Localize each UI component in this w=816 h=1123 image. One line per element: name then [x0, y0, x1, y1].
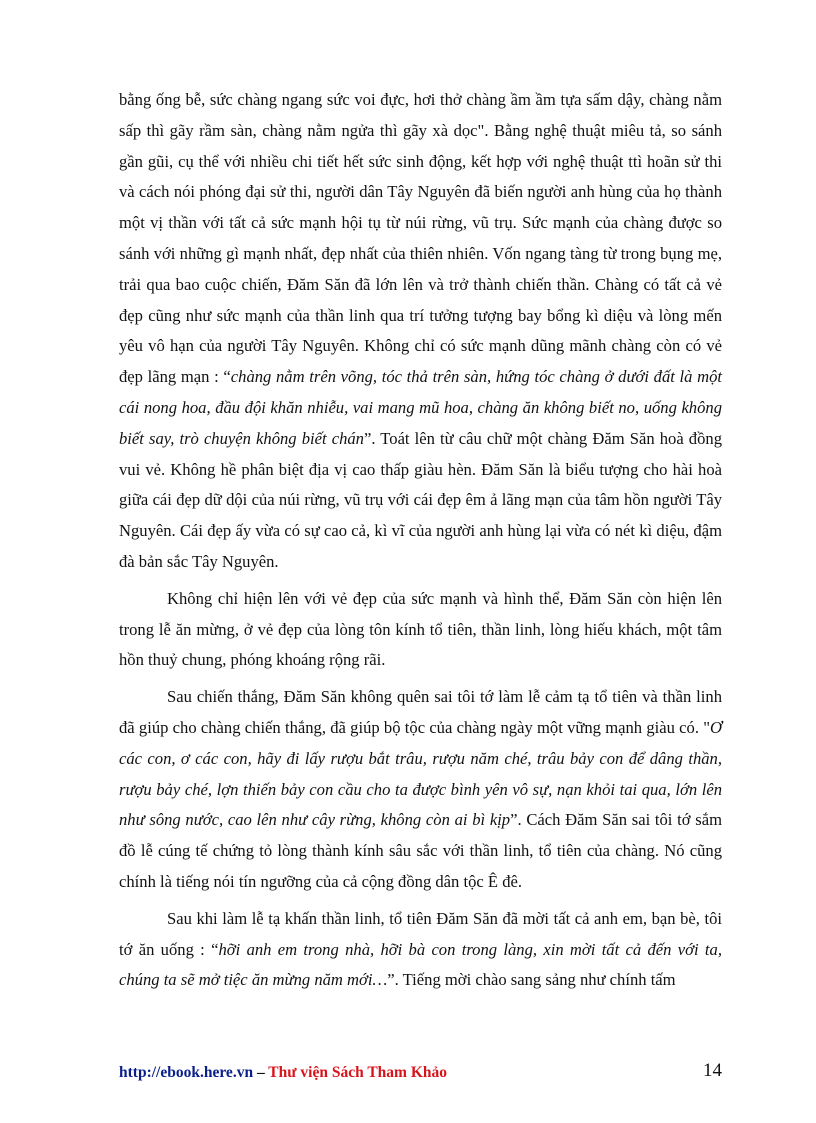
- footer-url-link[interactable]: http://ebook.here.vn: [119, 1064, 254, 1081]
- paragraph-1-run-1: bằng ống bễ, sức chàng ngang sức voi đực, hơi thở chàng ầm ầm tựa sấm dậy, chàng nằm sấp thì gãy rầm sàn, chàng nằm ngửa thì gãy xà dọc". Bằng nghệ thuật miêu tả, so sánh gần gũi, cụ thể với nhiều chi tiết hết sức sinh động, kết hợp với nghệ thuật ttì hoãn sử thi và cách nói phóng đại sử thi, người dân Tây Nguyên đã biến người anh hùng của họ thành một vị thần với tất cả sức mạnh hội tụ từ núi rừng, vũ trụ. Sức mạnh của chàng được so sánh với những gì mạnh nhất, đẹp nhất của thiên nhiên. Vốn ngang tàng từ trong bụng mẹ, trải qua bao cuộc chiến, Đăm Săn đã lớn lên và trở thành chiến thần. Chàng có tất cả vẻ đẹp cũng như sức mạnh của thần linh qua trí tưởng tượng bay bổng kì diệu và lòng mến yêu vô hạn của người Tây Nguyên. Không chỉ có sức mạnh dũng mãnh chàng còn có vẻ đẹp lãng mạn : “: [119, 90, 722, 387]
- footer-library-name: Thư viện Sách Tham Khảo: [268, 1064, 448, 1081]
- paragraph-4: [119, 904, 722, 996]
- paragraph-4-run-1: Sau khi làm lễ tạ khấn thần linh, tổ tiên Đăm Săn đã mời tất cả anh em, bạn bè, tôi tớ ăn uống : “: [119, 908, 722, 959]
- paragraph-2: [119, 584, 722, 676]
- document-body: [119, 85, 722, 996]
- paragraph-3-run-1: Sau chiến thắng, Đăm Săn không quên sai tôi tớ làm lễ cảm tạ tổ tiên và thần linh đã giúp cho chàng chiến thắng, đã giúp bộ tộc của chàng ngày một vững mạnh giàu có. ": [119, 687, 722, 737]
- paragraph-2-run-1: Không chỉ hiện lên với vẻ đẹp của sức mạnh và hình thể, Đăm Săn còn hiện lên trong lễ ăn mừng, ở vẻ đẹp của lòng tôn kính tổ tiên, thần linh, lòng hiếu khách, một tâm hồn thuỷ chung, phóng khoáng rộng rãi.: [119, 588, 722, 670]
- paragraph-1: [119, 85, 722, 578]
- page-footer: [119, 1060, 722, 1090]
- paragraph-1-quote: chàng nằm trên võng, tóc thả trên sàn, hứng tóc chàng ở dưới đất là một cái nong hoa, đầu đội khăn nhiễu, vai mang mũ hoa, chàng ăn không biết no, uống không biết say, trò chuyện không biết chán: [119, 367, 722, 448]
- paragraph-3-quote: Ơ các con, ơ các con, hãy đi lấy rượu bắt trâu, rượu năm ché, trâu bảy con để dâng thần, rượu bảy ché, lợn thiến bảy con cầu cho ta được bình yên vô sự, nạn khỏi tai qua, lớn lên như sông nước, cao lên như cây rừng, không còn ai bì kịp: [119, 717, 722, 830]
- footer-separator: –: [253, 1064, 269, 1081]
- page-number: 14: [703, 1060, 722, 1081]
- paragraph-4-run-2: ”. Tiếng mời chào sang sảng như chính tấm: [387, 970, 676, 990]
- paragraph-4-quote: hỡi anh em trong nhà, hỡi bà con trong làng, xin mời tất cả đến với ta, chúng ta sẽ mở tiệc ăn mừng năm mới…: [119, 939, 722, 990]
- paragraph-1-run-2: ”. Toát lên từ câu chữ một chàng Đăm Săn hoà đồng vui vẻ. Không hề phân biệt địa vị cao thấp giàu hèn. Đăm Săn là biểu tượng cho hài hoà giữa cái đẹp dữ dội của núi rừng, vũ trụ với cái đẹp êm ả lãng mạn của tâm hồn người Tây Nguyên. Cái đẹp ấy vừa có sự cao cả, kì vĩ của người anh hùng lại vừa có nét kì diệu, đậm đà bản sắc Tây Nguyên.: [119, 428, 722, 571]
- paragraph-3: [119, 682, 722, 898]
- paragraph-3-run-2: ”. Cách Đăm Săn sai tôi tớ sắm đồ lễ cúng tế chứng tỏ lòng thành kính sâu sắc với thần linh, tổ tiên của chàng. Nó cũng chính là tiếng nói tín ngưỡng của cả cộng đồng dân tộc Ê đê.: [119, 810, 722, 891]
